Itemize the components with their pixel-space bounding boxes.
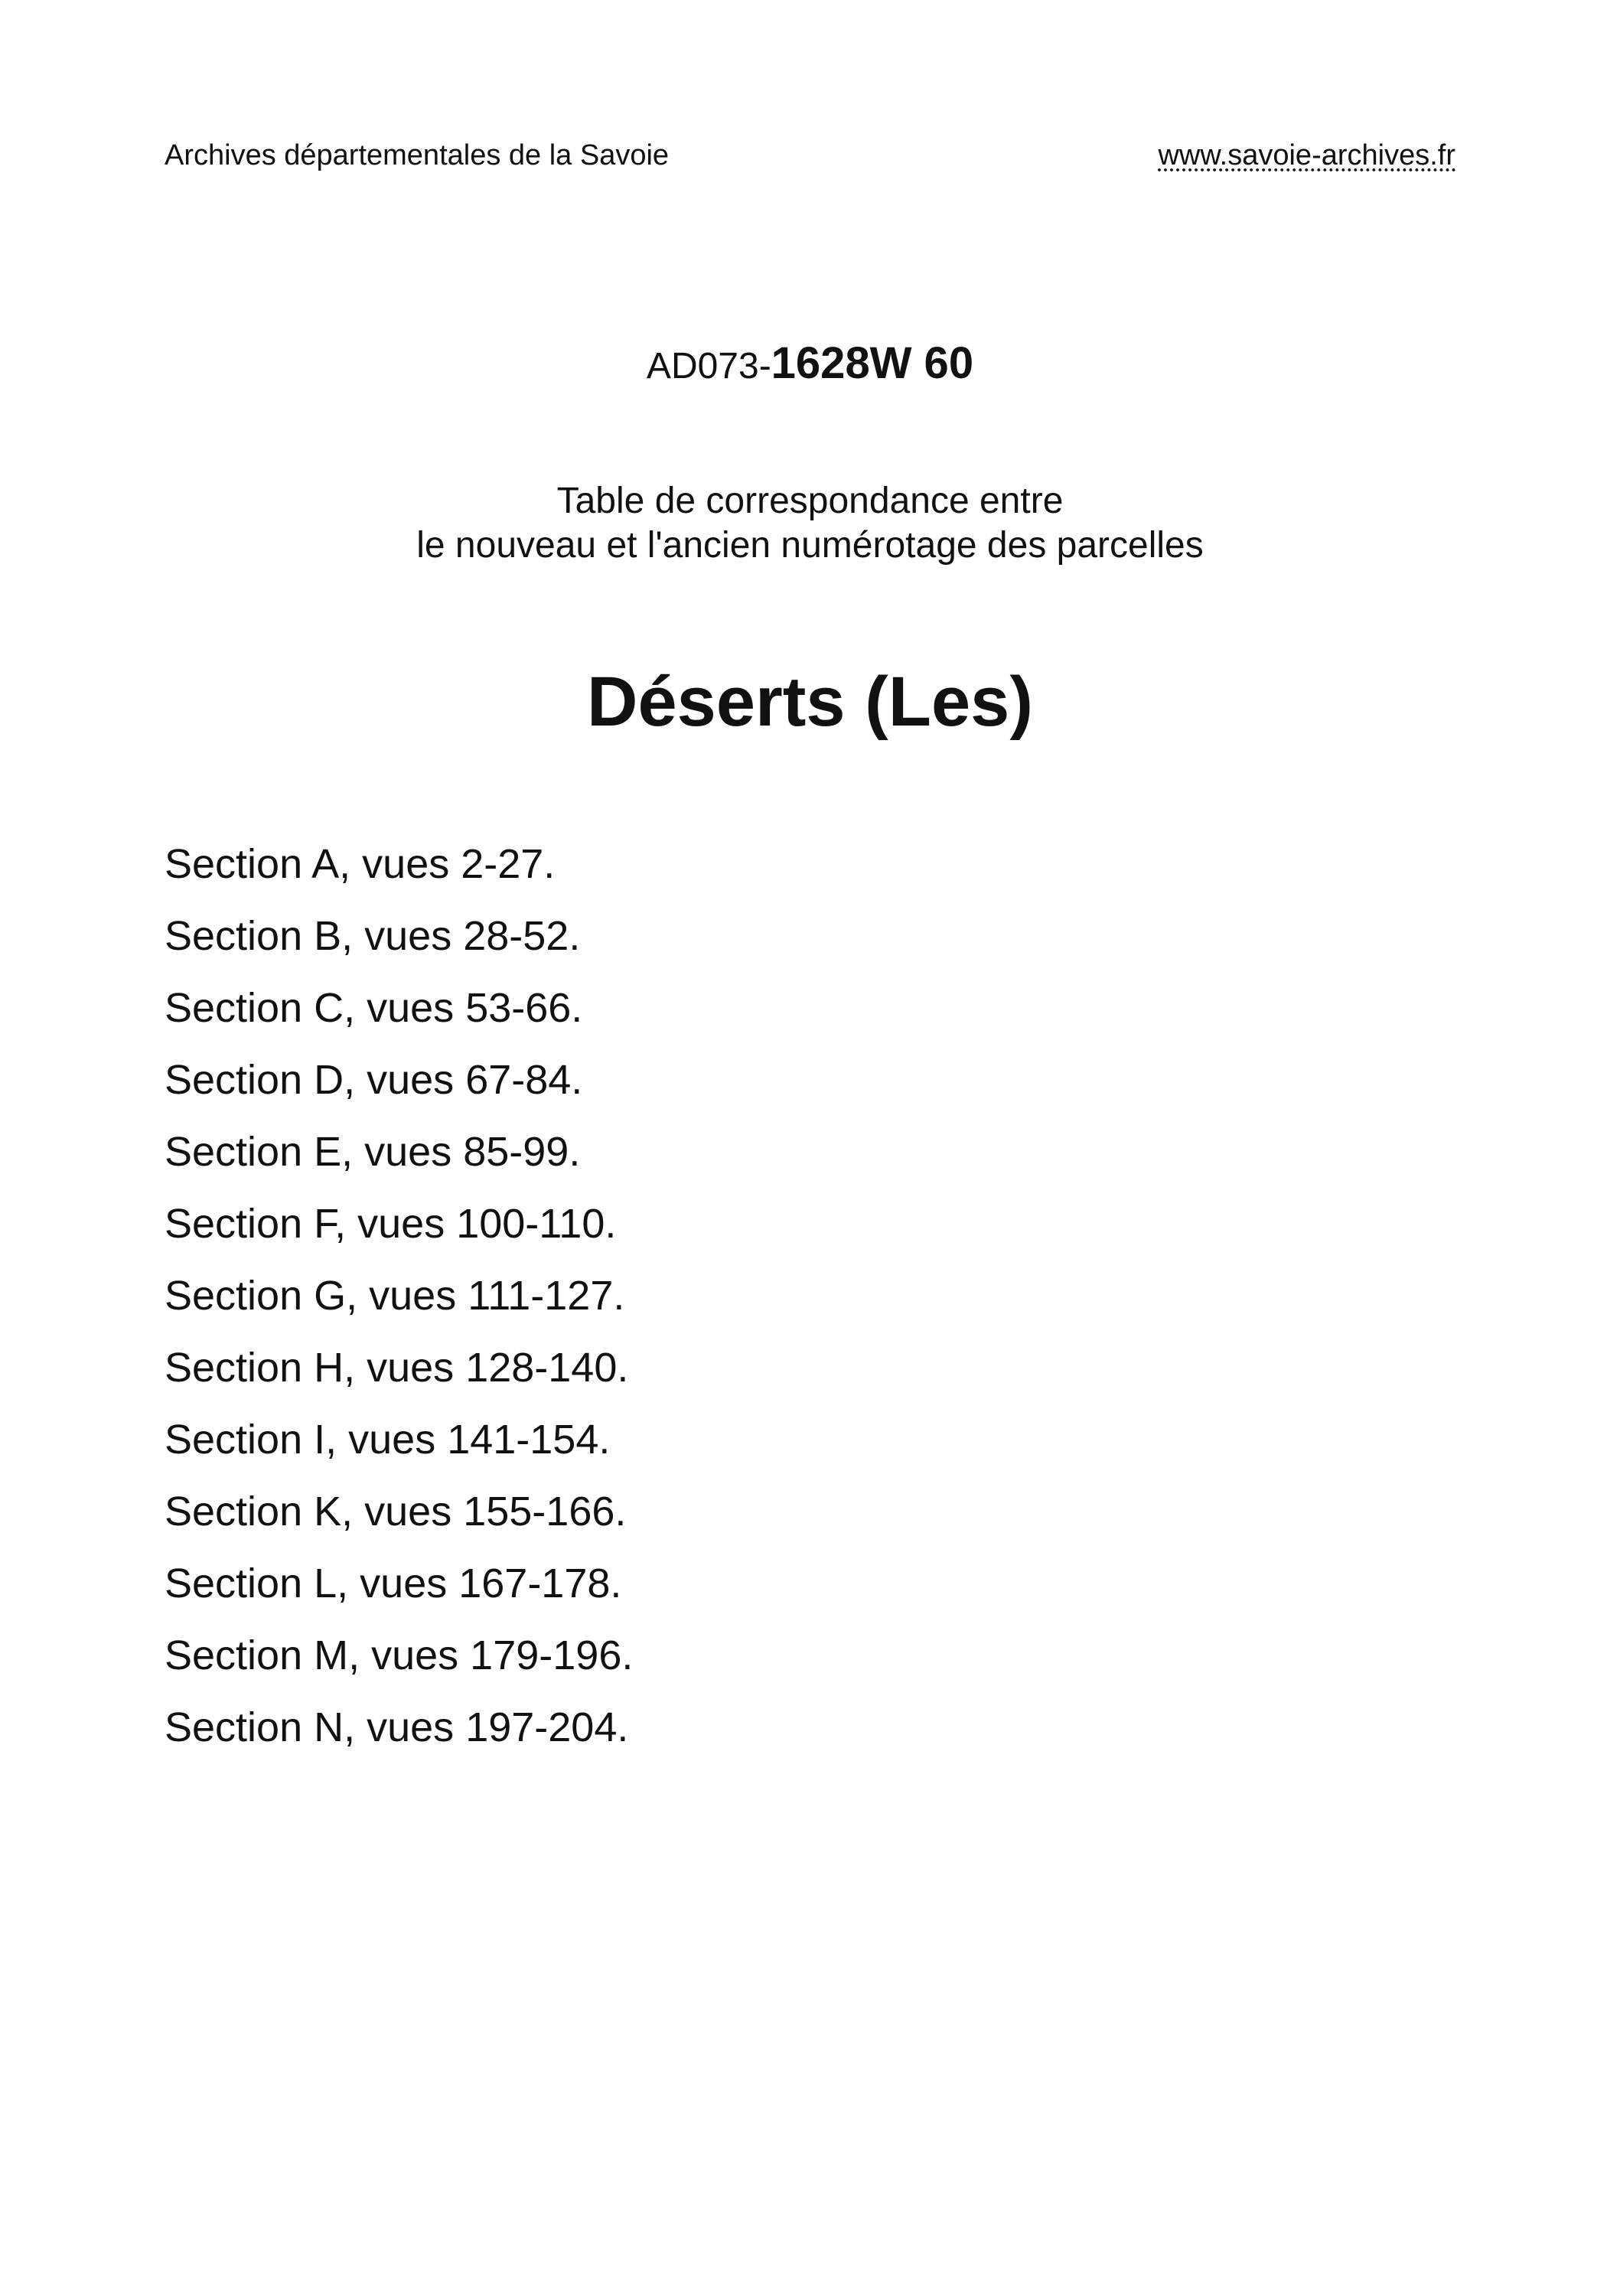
section-item: Section H, vues 128-140.: [165, 1345, 629, 1391]
section-item: Section B, vues 28-52.: [165, 913, 581, 959]
section-item: Section K, vues 155-166.: [165, 1489, 627, 1534]
section-list: [165, 828, 633, 1763]
website-link[interactable]: www.savoie-archives.fr: [1158, 139, 1455, 171]
subtitle-line-2: le nouveau et l'ancien numérotage des parcelles: [416, 525, 1204, 566]
document-subtitle: [0, 479, 1620, 568]
section-item: Section M, vues 179-196.: [165, 1632, 634, 1678]
archive-reference: [0, 337, 1620, 402]
section-item: Section D, vues 67-84.: [165, 1057, 583, 1103]
archive-reference-prefix: AD073-: [646, 346, 771, 386]
section-item: Section E, vues 85-99.: [165, 1129, 581, 1175]
archive-reference-number: 1628W 60: [771, 338, 974, 388]
section-item: Section N, vues 197-204.: [165, 1704, 629, 1750]
section-item: Section A, vues 2-27.: [165, 841, 556, 887]
section-item: Section C, vues 53-66.: [165, 985, 583, 1031]
commune-title: Déserts (Les): [587, 663, 1033, 741]
section-item: Section L, vues 167-178.: [165, 1561, 622, 1606]
section-item: Section F, vues 100-110.: [165, 1201, 617, 1247]
section-item: Section I, vues 141-154.: [165, 1417, 611, 1463]
page-header: [165, 136, 1455, 174]
institution-name: Archives départementales de la Savoie: [165, 139, 670, 171]
subtitle-line-1: Table de correspondance entre: [556, 481, 1064, 521]
section-item: Section G, vues 111-127.: [165, 1273, 625, 1319]
